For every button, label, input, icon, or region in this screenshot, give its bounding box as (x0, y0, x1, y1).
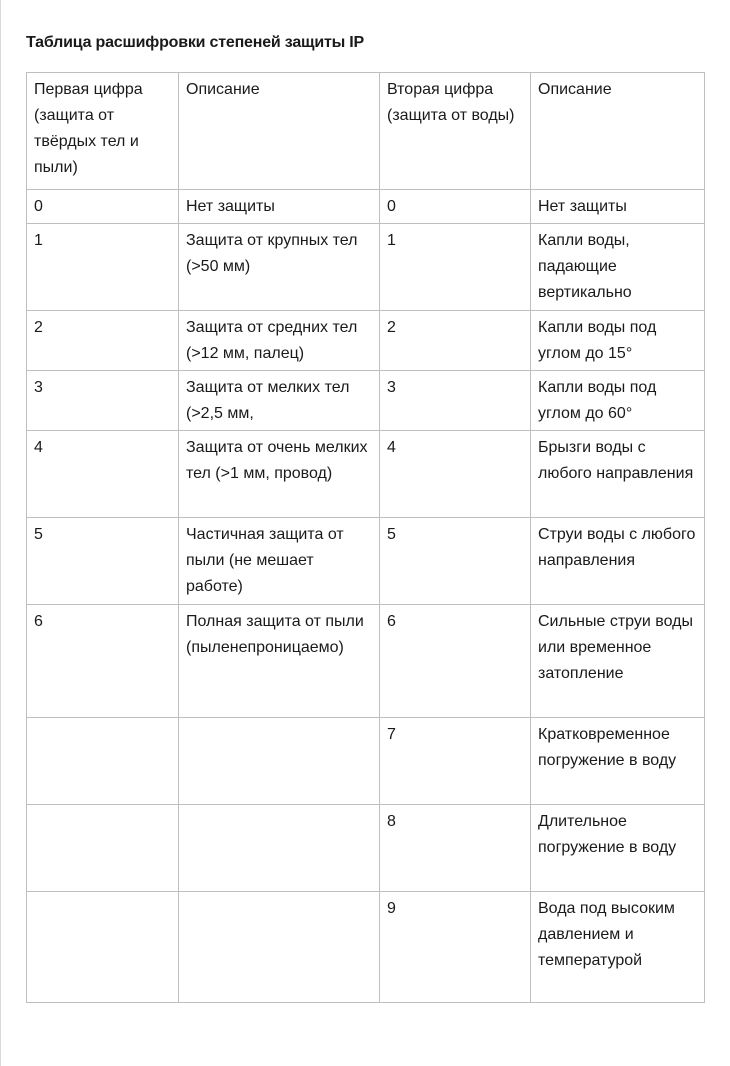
second-digit-cell: 8 (380, 805, 531, 892)
second-digit-cell: 1 (380, 224, 531, 311)
solid-description-cell: Защита от мелких тел (>2,5 мм, (179, 371, 380, 431)
table-row (27, 892, 705, 1003)
table-row (27, 518, 705, 605)
first-digit-cell: 3 (27, 371, 179, 431)
first-digit-cell (27, 718, 179, 805)
first-digit-cell: 5 (27, 518, 179, 605)
page-edge (0, 0, 1, 1066)
second-digit-cell: 2 (380, 311, 531, 371)
solid-description-cell: Защита от очень мелких тел (>1 мм, провод) (179, 431, 380, 518)
table-row (27, 190, 705, 224)
second-digit-cell: 0 (380, 190, 531, 224)
header-description-1: Описание (179, 73, 380, 190)
second-digit-cell: 7 (380, 718, 531, 805)
first-digit-cell: 0 (27, 190, 179, 224)
water-description-cell: Капли воды под углом до 15° (531, 311, 705, 371)
solid-description-cell (179, 718, 380, 805)
water-description-cell: Кратковременное погружение в воду (531, 718, 705, 805)
water-description-cell: Вода под высоким давлением и температурой (531, 892, 705, 1003)
first-digit-cell: 1 (27, 224, 179, 311)
second-digit-cell: 3 (380, 371, 531, 431)
solid-description-cell: Защита от средних тел (>12 мм, палец) (179, 311, 380, 371)
solid-description-cell (179, 892, 380, 1003)
second-digit-cell: 9 (380, 892, 531, 1003)
water-description-cell: Брызги воды с любого направления (531, 431, 705, 518)
table-row (27, 371, 705, 431)
table-header-row (27, 73, 705, 190)
first-digit-cell: 6 (27, 605, 179, 718)
header-second-digit: Вторая цифра (защита от воды) (380, 73, 531, 190)
water-description-cell: Капли воды под углом до 60° (531, 371, 705, 431)
first-digit-cell (27, 805, 179, 892)
first-digit-cell (27, 892, 179, 1003)
second-digit-cell: 4 (380, 431, 531, 518)
water-description-cell: Сильные струи воды или временное затопление (531, 605, 705, 718)
solid-description-cell: Полная защита от пыли (пыленепроницаемо) (179, 605, 380, 718)
water-description-cell: Капли воды, падающие вертикально (531, 224, 705, 311)
header-first-digit: Первая цифра (защита от твёрдых тел и пыли) (27, 73, 179, 190)
second-digit-cell: 5 (380, 518, 531, 605)
solid-description-cell: Частичная защита от пыли (не мешает работе) (179, 518, 380, 605)
solid-description-cell (179, 805, 380, 892)
solid-description-cell: Нет защиты (179, 190, 380, 224)
water-description-cell: Длительное погружение в воду (531, 805, 705, 892)
table-row (27, 224, 705, 311)
table-row (27, 431, 705, 518)
water-description-cell: Нет защиты (531, 190, 705, 224)
water-description-cell: Струи воды с любого направления (531, 518, 705, 605)
first-digit-cell: 4 (27, 431, 179, 518)
ip-protection-table (26, 72, 705, 1003)
solid-description-cell: Защита от крупных тел (>50 мм) (179, 224, 380, 311)
second-digit-cell: 6 (380, 605, 531, 718)
table-row (27, 805, 705, 892)
header-description-2: Описание (531, 73, 705, 190)
document-title: Таблица расшифровки степеней защиты IP (26, 34, 365, 51)
first-digit-cell: 2 (27, 311, 179, 371)
table-row (27, 718, 705, 805)
table-row (27, 311, 705, 371)
table-row (27, 605, 705, 718)
